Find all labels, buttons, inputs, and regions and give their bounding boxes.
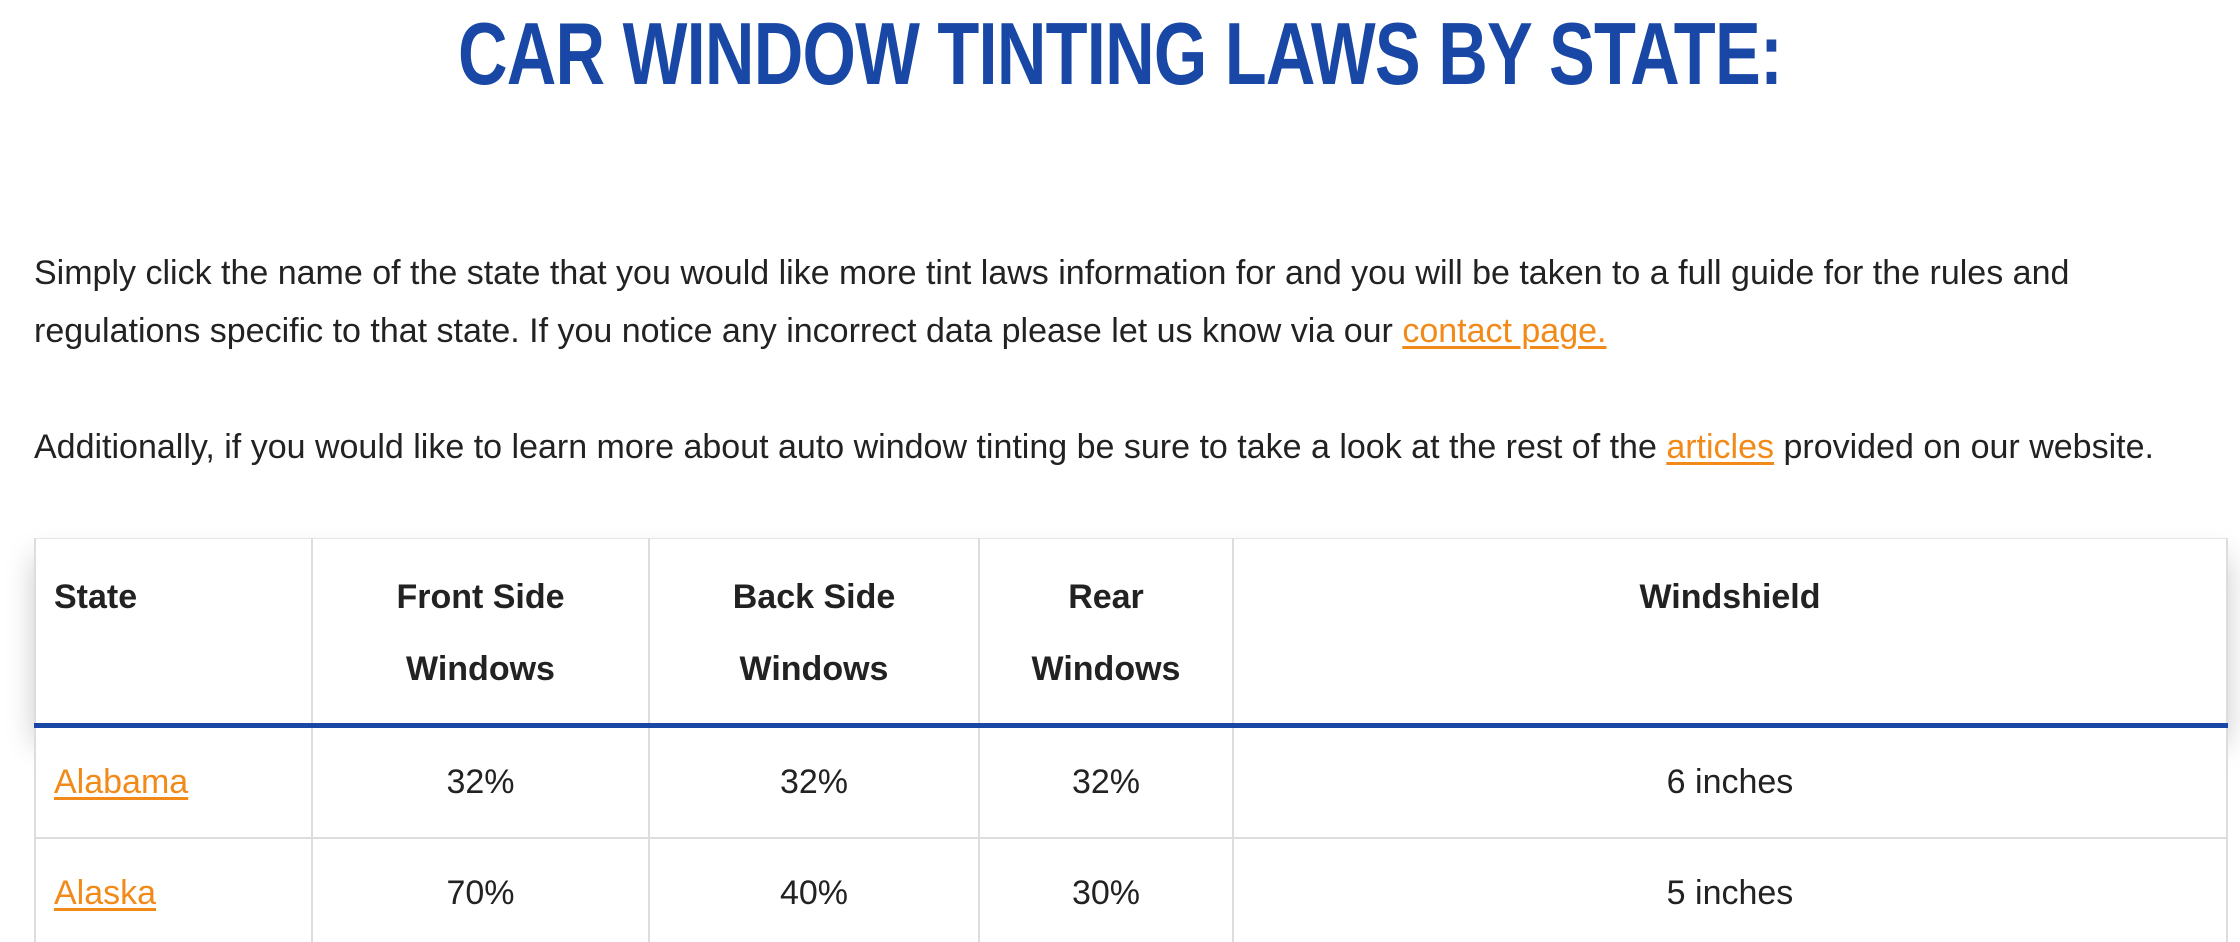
cell-state: [35, 838, 312, 942]
header-state: [35, 539, 312, 726]
header-front-line-1: Front Side: [396, 578, 565, 616]
cell-front: 70%: [312, 838, 649, 942]
cell-windshield: 6 inches: [1233, 726, 2227, 838]
header-rear-line-2: Windows: [1031, 650, 1181, 688]
intro-paragraph-2-text-after: provided on our website.: [1774, 428, 2154, 466]
intro-paragraph-2: [34, 418, 2194, 476]
tint-laws-table-container: [34, 538, 2226, 942]
header-back-line-1: Back Side: [732, 578, 896, 616]
cell-state: [35, 726, 312, 838]
header-front-side-windows: [312, 539, 649, 726]
table-header-row: [35, 539, 2227, 726]
cell-back: 40%: [649, 838, 979, 942]
cell-back: 32%: [649, 726, 979, 838]
articles-link[interactable]: articles: [1666, 428, 1775, 466]
cell-rear: 30%: [979, 838, 1233, 942]
intro-paragraph-2-text-before: Additionally, if you would like to learn more about auto window tinting be sure to take a look at the rest of the: [34, 428, 1667, 466]
table-row: [35, 838, 2227, 942]
state-link-alaska[interactable]: Alaska: [54, 874, 157, 912]
header-rear-line-1: Rear: [1068, 578, 1144, 616]
table-row: [35, 726, 2227, 838]
header-back-side-windows: [649, 539, 979, 726]
intro-paragraph-1: [34, 244, 2194, 360]
header-back-line-2: Windows: [739, 650, 889, 688]
contact-page-link[interactable]: contact page.: [1402, 312, 1607, 350]
header-state-label: State: [54, 578, 138, 616]
header-front-line-2: Windows: [406, 650, 555, 688]
cell-windshield: 5 inches: [1233, 838, 2227, 942]
header-windshield: [1233, 539, 2227, 726]
cell-rear: 32%: [979, 726, 1233, 838]
page-title: CAR WINDOW TINTING LAWS BY STATE:: [457, 4, 1783, 103]
intro-text: [34, 244, 2194, 476]
intro-paragraph-1-text: Simply click the name of the state that you would like more tint laws information for and you will be taken to a full guide for the rules and regulations specific to that state. If you notice any incorrect data please let us know via our: [34, 254, 2070, 350]
tint-laws-table: [34, 538, 2228, 942]
state-link-alabama[interactable]: Alabama: [54, 762, 189, 801]
header-rear-windows: [979, 539, 1233, 726]
header-windshield-label: Windshield: [1639, 578, 1821, 616]
cell-front: 32%: [312, 726, 649, 838]
